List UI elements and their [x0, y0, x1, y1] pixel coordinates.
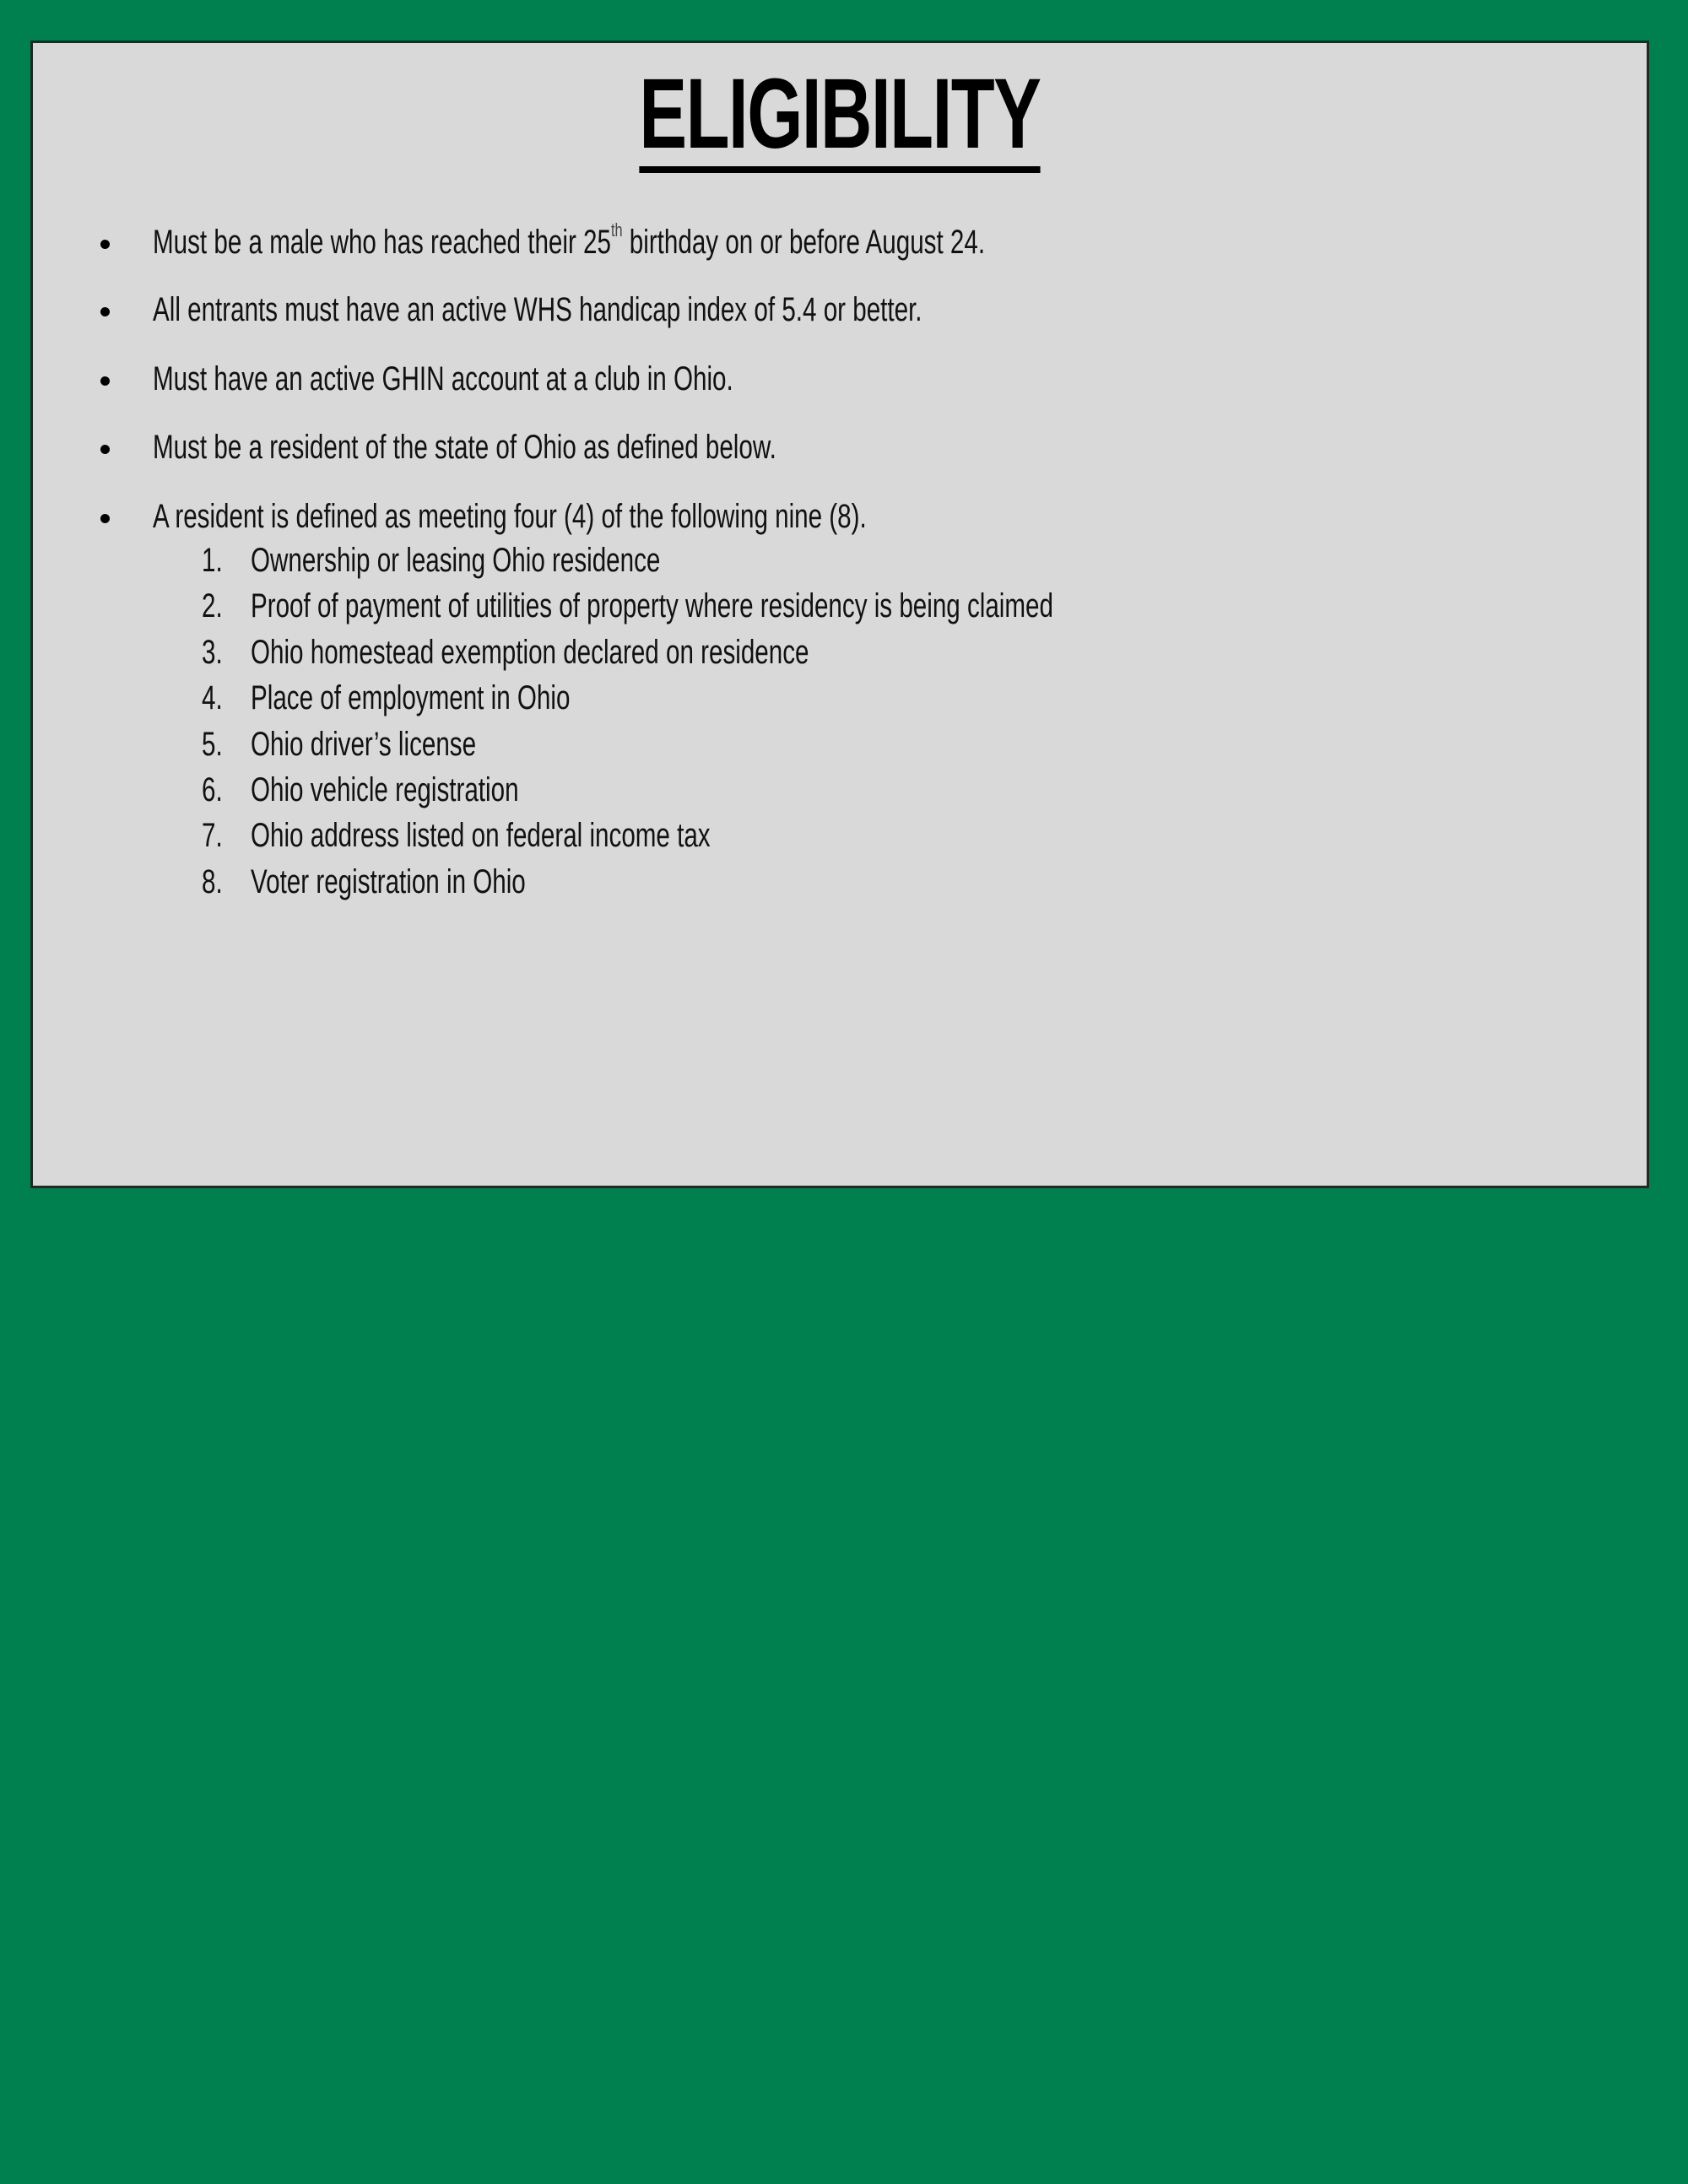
list-number: 3.	[202, 634, 223, 671]
list-text: Ohio vehicle registration	[251, 771, 519, 808]
bullet-text: Must have an active GHIN account at a club in Ohio.	[153, 360, 733, 397]
bullet-text-part: birthday on or before August 24.	[622, 224, 986, 261]
bullet-icon	[100, 376, 110, 386]
bullet-text: Must be a resident of the state of Ohio as defined below.	[153, 429, 776, 466]
list-text: Place of employment in Ohio	[251, 679, 571, 716]
bullet-icon	[100, 307, 110, 316]
bullet-text	[153, 219, 986, 262]
page-title	[33, 58, 1647, 173]
bullet-icon	[100, 445, 110, 454]
list-number: 1.	[202, 542, 223, 579]
page-title-text: ELIGIBILITY	[639, 62, 1040, 173]
bullet-text-part: Must be a male who has reached their 25	[153, 224, 611, 261]
list-text: Ohio address listed on federal income tax	[251, 817, 711, 854]
eligibility-panel	[30, 41, 1649, 1188]
list-number: 5.	[202, 726, 223, 763]
list-text: Ownership or leasing Ohio residence	[251, 542, 661, 579]
list-number: 6.	[202, 771, 223, 808]
list-text: Ohio homestead exemption declared on residence	[251, 634, 809, 671]
list-number: 4.	[202, 679, 223, 716]
bullet-text: A resident is defined as meeting four (4) of the following nine (8).	[153, 498, 867, 535]
ordinal-suffix: th	[610, 219, 623, 241]
bullet-icon	[100, 514, 110, 523]
bullet-icon	[100, 240, 110, 249]
list-number: 8.	[202, 863, 223, 900]
list-number: 7.	[202, 817, 223, 854]
list-number: 2.	[202, 587, 223, 624]
bullet-text: All entrants must have an active WHS handicap index of 5.4 or better.	[153, 291, 922, 328]
list-text: Ohio driver’s license	[251, 726, 477, 763]
list-text: Proof of payment of utilities of property where residency is being claimed	[251, 587, 1053, 624]
list-text: Voter registration in Ohio	[251, 863, 526, 900]
